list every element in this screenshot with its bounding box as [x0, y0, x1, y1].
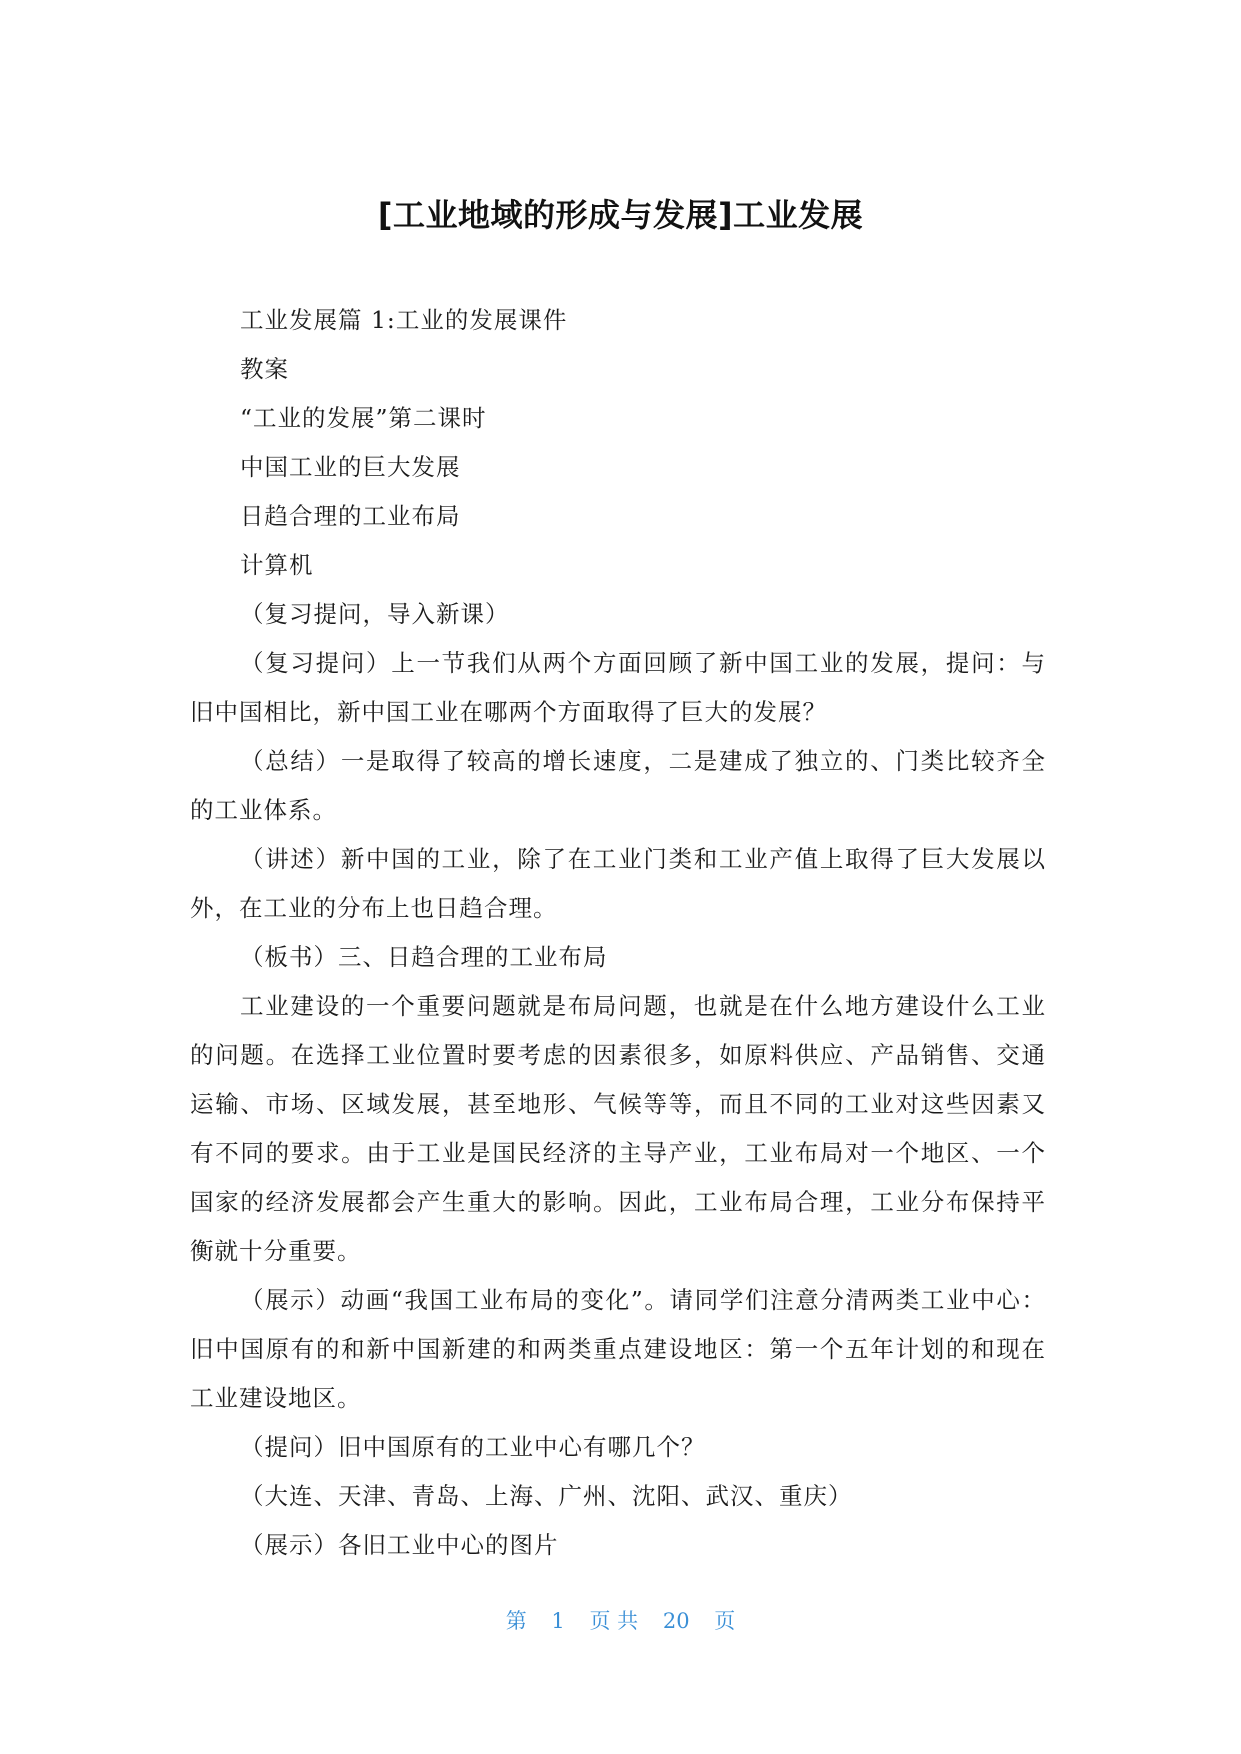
paragraph: （总结）一是取得了较高的增长速度，二是建成了独立的、门类比较齐全的工业体系。 [190, 747, 1046, 824]
footer-total-pages: 20 [662, 1609, 690, 1633]
footer-current-page: 1 [551, 1609, 565, 1633]
paragraph: 计算机 [240, 551, 314, 579]
footer-middle: 页 共 [589, 1609, 639, 1633]
document-title: [工业地域的形成与发展]工业发展 [377, 196, 864, 234]
paragraph: （大连、天津、青岛、上海、广州、沈阳、武汉、重庆） [240, 1482, 853, 1510]
paragraph: （板书）三、日趋合理的工业布局 [240, 943, 608, 971]
paragraph: 工业建设的一个重要问题就是布局问题，也就是在什么地方建设什么工业的问题。在选择工业位置时要考虑的因素很多，如原料供应、产品销售、交通运输、市场、区域发展，甚至地形、气候等等，而且不同的工业对这些因素又有不同的要求。由于工业是国民经济的主导产业，工业布局对一个地区、一个国家的经济发展都会产生重大的影响。因此，工业布局合理，工业分布保持平衡就十分重要。 [190, 992, 1046, 1265]
paragraph: 教案 [240, 355, 289, 383]
page-footer [0, 1605, 1241, 1635]
paragraph: 中国工业的巨大发展 [240, 453, 461, 481]
paragraph: 工业发展篇 1:工业的发展课件 [240, 306, 568, 334]
footer-suffix: 页 [714, 1609, 736, 1633]
paragraph: （复习提问，导入新课） [240, 600, 510, 628]
paragraph: “工业的发展”第二课时 [240, 404, 487, 432]
paragraph: 日趋合理的工业布局 [240, 502, 461, 530]
document-body [190, 296, 1046, 1570]
paragraph: （展示）各旧工业中心的图片 [240, 1531, 559, 1559]
paragraph: （讲述）新中国的工业，除了在工业门类和工业产值上取得了巨大发展以外，在工业的分布上也日趋合理。 [190, 845, 1046, 922]
footer-prefix: 第 [505, 1609, 527, 1633]
paragraph: （提问）旧中国原有的工业中心有哪几个？ [240, 1433, 706, 1461]
paragraph: （展示）动画“我国工业布局的变化”。请同学们注意分清两类工业中心：旧中国原有的和新中国新建的和两类重点建设地区：第一个五年计划的和现在工业建设地区。 [190, 1286, 1046, 1412]
paragraph: （复习提问）上一节我们从两个方面回顾了新中国工业的发展，提问：与旧中国相比，新中国工业在哪两个方面取得了巨大的发展？ [190, 649, 1046, 726]
